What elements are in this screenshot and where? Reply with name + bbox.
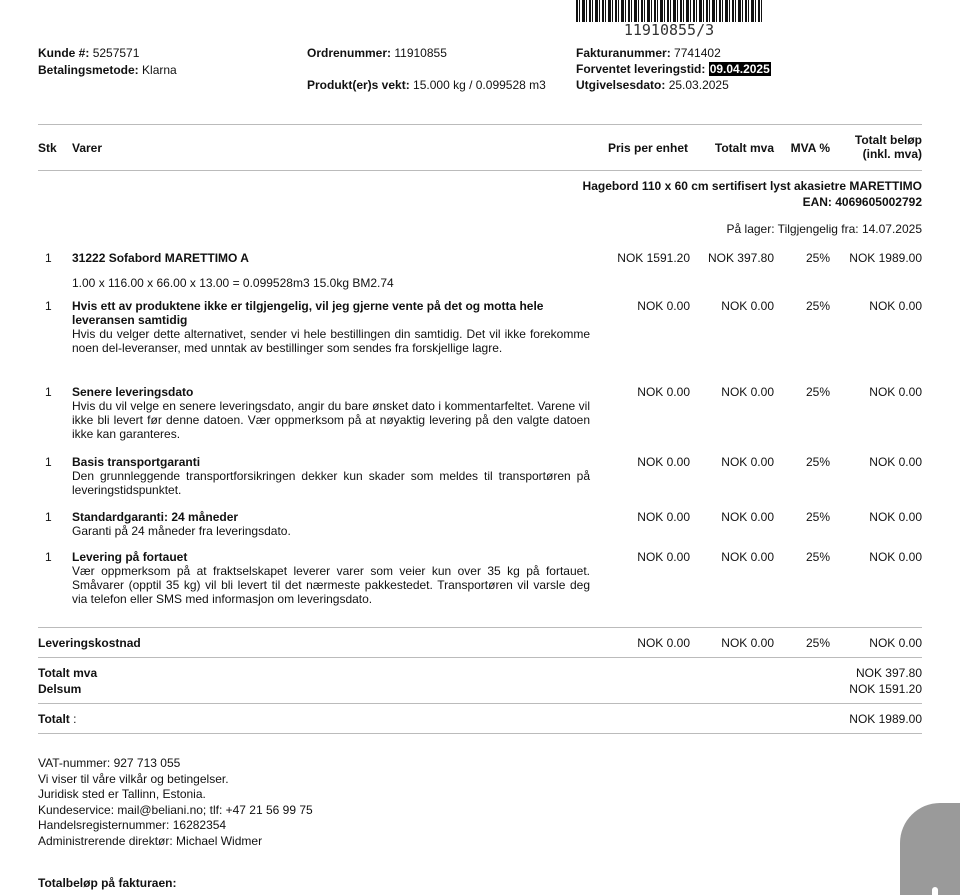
divider	[38, 627, 922, 628]
footer-customer-service: Kundeservice: mail@beliani.no; tlf: +47 21 56 99 75	[38, 802, 313, 817]
row-name: Basis transportgaranti	[72, 455, 201, 469]
col-items: Varer	[72, 141, 103, 155]
invoice-number	[576, 46, 721, 60]
corner-overlay	[900, 803, 960, 895]
delivery-cost-label: Leveringskostnad	[38, 636, 141, 650]
row-vat-pct: 25%	[805, 455, 830, 469]
total-vat-value: NOK 397.80	[855, 666, 922, 680]
row-item	[72, 455, 590, 497]
row-qty: 1	[45, 299, 52, 313]
row-qty: 1	[45, 251, 52, 265]
issue-date	[576, 78, 729, 92]
row-description: Garanti på 24 måneder fra leveringsdato.	[72, 524, 291, 538]
barcode-number: 11910855/3	[623, 21, 715, 39]
delivery-label: Forventet leveringstid:	[576, 62, 706, 76]
row-name: Levering på fortauet	[72, 550, 188, 564]
grand-total-label: Totalt	[38, 712, 70, 726]
row-total-vat: NOK 397.80	[707, 251, 774, 265]
row-unit-price: NOK 0.00	[637, 510, 690, 524]
customer-label: Kunde #:	[38, 46, 90, 60]
delivery-cost-price: NOK 0.00	[637, 636, 690, 650]
row-name: Senere leveringsdato	[72, 385, 194, 399]
divider	[38, 733, 922, 734]
row-vat-pct: 25%	[805, 299, 830, 313]
col-vat-pct: MVA %	[790, 141, 830, 155]
customer-number	[38, 46, 139, 60]
row-qty: 1	[45, 510, 52, 524]
divider	[38, 657, 922, 658]
footer-registry-number: Handelsregisternummer: 16282354	[38, 818, 227, 832]
row-description: Hvis du vil velge en senere leveringsdato, angir du bare ønsket dato i kommentarfeltet. Varene vil ikke bli levert før denne datoen. Vær oppmerksom på at nøyaktig levering på den valgte datoen ikke kan garanteres.	[72, 399, 590, 441]
grand-total-value: NOK 1989.00	[849, 712, 922, 726]
row-total-vat: NOK 0.00	[721, 455, 774, 469]
order-value: 11910855	[394, 46, 447, 60]
row-total: NOK 0.00	[869, 299, 922, 313]
row-description: Vær oppmerksom på at fraktselskapet leverer varer som veier kun over 35 kg på fortauet. Småvarer (opptil 35 kg) vil bli levert til det nærmeste pakkestedet. Transportøren vil varsle deg via telefon eller SMS med informasjon om leveringsdato.	[72, 564, 590, 606]
issue-value: 25.03.2025	[668, 78, 729, 92]
row-total: NOK 0.00	[869, 455, 922, 469]
col-unit-price: Pris per enhet	[607, 141, 688, 155]
delivery-cost-vat: NOK 0.00	[721, 636, 774, 650]
delivery-value: 09.04.2025	[709, 62, 770, 76]
row-item	[72, 385, 590, 441]
divider	[38, 124, 922, 125]
grand-total-colon: :	[73, 712, 77, 726]
expected-delivery	[576, 62, 771, 76]
row-total-vat: NOK 0.00	[721, 385, 774, 399]
customer-value: 5257571	[92, 46, 140, 60]
row-unit-price: NOK 0.00	[637, 455, 690, 469]
row-unit-price: NOK 0.00	[637, 299, 690, 313]
row-name: Hvis ett av produktene ikke er tilgjengelig, vil jeg gjerne vente på det og motta hele leveransen samtidig	[72, 299, 544, 327]
col-total-amount-line1: Totalt beløp	[854, 133, 922, 147]
col-total-amount	[855, 133, 922, 161]
footer-jurisdiction: Juridisk sted er Tallinn, Estonia.	[38, 787, 206, 801]
row-total: NOK 0.00	[869, 510, 922, 524]
stock-availability: På lager: Tilgjengelig fra: 14.07.2025	[726, 222, 922, 236]
row-item	[72, 550, 590, 606]
subtotal-label: Delsum	[38, 682, 82, 696]
row-unit-price: NOK 0.00	[637, 385, 690, 399]
row-vat-pct: 25%	[805, 510, 830, 524]
payment-label: Betalingsmetode:	[38, 63, 139, 77]
barcode	[576, 0, 762, 22]
row-item	[72, 510, 590, 538]
row-vat-pct: 25%	[805, 550, 830, 564]
product-ean: EAN: 4069605002792	[802, 195, 922, 209]
payment-value: Klarna	[142, 63, 177, 77]
col-total-vat: Totalt mva	[714, 141, 774, 155]
delivery-cost-total: NOK 0.00	[869, 636, 922, 650]
row-qty: 1	[45, 455, 52, 469]
col-qty: Stk	[38, 141, 57, 155]
row-name: Standardgaranti: 24 måneder	[72, 510, 239, 524]
payment-method	[38, 63, 177, 77]
row-vat-pct: 25%	[805, 251, 830, 265]
row-total: NOK 0.00	[869, 550, 922, 564]
row-dimensions: 1.00 x 116.00 x 66.00 x 13.00 = 0.099528m3 15.0kg BM2.74	[72, 276, 394, 290]
delivery-cost-pct: 25%	[805, 636, 830, 650]
grand-total-label-wrap	[38, 712, 76, 726]
total-vat-label: Totalt mva	[38, 666, 98, 680]
subtotal-value: NOK 1591.20	[849, 682, 922, 696]
row-vat-pct: 25%	[805, 385, 830, 399]
product-weight	[307, 78, 546, 92]
order-number	[307, 46, 447, 60]
weight-value: 15.000 kg / 0.099528 m3	[413, 78, 546, 92]
weight-label: Produkt(er)s vekt:	[307, 78, 410, 92]
footer-info	[38, 756, 313, 849]
footer-vat-number: VAT-nummer: 927 713 055	[38, 756, 181, 770]
row-qty: 1	[45, 385, 52, 399]
row-total-vat: NOK 0.00	[721, 510, 774, 524]
row-total-vat: NOK 0.00	[721, 299, 774, 313]
footer-ceo: Administrerende direktør: Michael Widmer	[38, 833, 263, 848]
total-invoice-label: Totalbeløp på fakturaen:	[38, 876, 177, 890]
divider	[38, 703, 922, 704]
row-total: NOK 1989.00	[849, 251, 922, 265]
row-description: Den grunnleggende transportforsikringen dekker kun skader som meldes til transportøren på leveringstidspunktet.	[72, 469, 590, 497]
col-total-amount-line2: (inkl. mva)	[862, 147, 922, 161]
footer-terms: Vi viser til våre vilkår og betingelser.	[38, 771, 229, 786]
divider	[38, 170, 922, 171]
row-unit-price: NOK 1591.20	[617, 251, 690, 265]
row-qty: 1	[45, 550, 52, 564]
row-description: Hvis du velger dette alternativet, sender vi hele bestillingen din samtidig. Det vil ikke forekomme noen del-leveranser, med unntak av bestillinger som sendes fra forskjellige lagre.	[72, 327, 590, 355]
corner-dot-icon	[932, 887, 938, 895]
invoice-label: Fakturanummer:	[576, 46, 671, 60]
issue-label: Utgivelsesdato:	[576, 78, 666, 92]
invoice-value: 7741402	[674, 46, 721, 60]
row-item	[72, 299, 590, 355]
row-total-vat: NOK 0.00	[721, 550, 774, 564]
row-unit-price: NOK 0.00	[637, 550, 690, 564]
row-name: 31222 Sofabord MARETTIMO A	[72, 251, 249, 265]
row-total: NOK 0.00	[869, 385, 922, 399]
order-label: Ordrenummer:	[307, 46, 392, 60]
product-title: Hagebord 110 x 60 cm sertifisert lyst akasietre MARETTIMO	[582, 179, 922, 193]
